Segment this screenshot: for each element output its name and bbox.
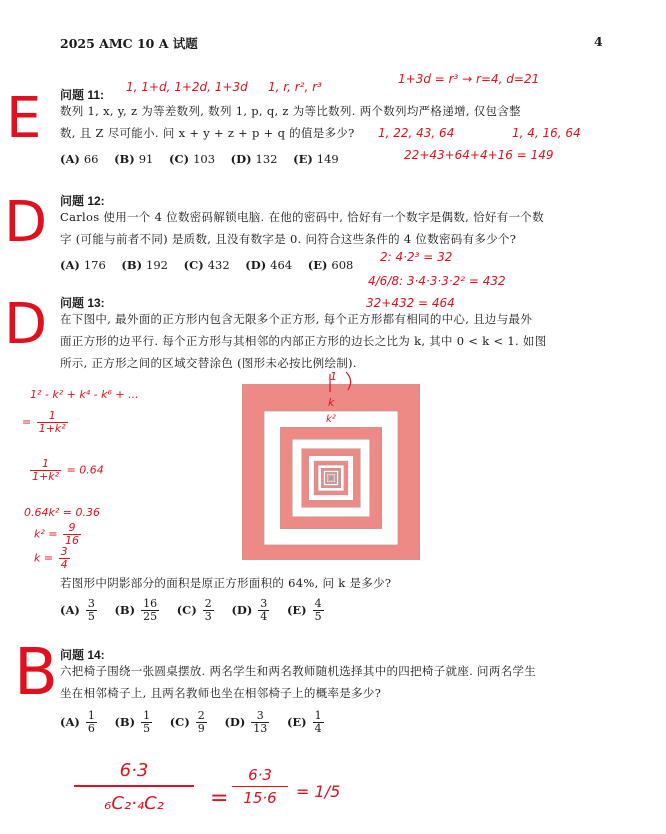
q14-line2: 坐在相邻椅子上, 且两名教师也坐在相邻椅子上的概率是多少? [60, 686, 382, 700]
q14-equals-sign: = [210, 786, 229, 811]
q12-title: 问题 12: [60, 194, 105, 208]
q14-choice-a[interactable]: (A) $\frac{1}{6}$ [60, 709, 95, 735]
q11-choice-b[interactable]: (B) 91 [114, 152, 154, 166]
q11-note-seq2: 1, 4, 16, 64 [512, 126, 581, 140]
q13-question: 若图形中阴影部分的面积是原正方形面积的 64%, 问 k 是多少? [60, 576, 392, 590]
q11-line2: 数, 且 Z 尽可能小. 问 x + y + z + p + q 的值是多少? [60, 126, 355, 140]
q14-line1: 六把椅子围绕一张圆桌摆放. 两名学生和两名教师随机选择其中的四把椅子就座. 问两名学生 [60, 664, 537, 678]
q13-choice-a[interactable]: (A) $\frac{3}{5}$ [60, 597, 95, 623]
q13-line1: 在下图中, 最外面的正方形内包含无限多个正方形, 每个正方形都有相同的中心, 且边与最外 [60, 312, 533, 326]
q11-choice-c[interactable]: (C) 103 [169, 152, 216, 166]
q12-choice-d[interactable]: (D) 464 [245, 258, 293, 272]
q14-choice-e[interactable]: (E) $\frac{1}{4}$ [286, 709, 322, 735]
q12-choice-c[interactable]: (C) 432 [183, 258, 230, 272]
q12-choices [60, 258, 365, 272]
q12-choice-e[interactable]: (E) 608 [307, 258, 354, 272]
q14-note-probability: 6·3 ₆C₂·₄C₂ [74, 760, 194, 814]
q11-note-sum: 22+43+64+4+16 = 149 [404, 148, 554, 162]
q14-note-simplify: 6·3 15·6 [232, 766, 288, 807]
q13-title: 问题 13: [60, 296, 105, 310]
q13-line2: 面正方形的边平行. 每个正方形与其相邻的内部正方形的边长之比为 k, 其中 0 < k < 1. 如图 [60, 334, 547, 348]
q13-note-side-k2: k² [326, 414, 336, 425]
q11-choice-e[interactable]: (E) 149 [293, 152, 339, 166]
q13-choice-b[interactable]: (B) $\frac{16}{25}$ [114, 597, 158, 623]
q12-note-even2: 2: 4·2³ = 32 [380, 250, 453, 264]
nested-square-18 [330, 477, 331, 478]
q13-handwritten-answer: D [4, 292, 48, 357]
page-number: 4 [594, 34, 603, 49]
q11-choice-d[interactable]: (D) 132 [230, 152, 278, 166]
q14-title: 问题 14: [60, 648, 105, 662]
q11-title: 问题 11: [60, 88, 105, 102]
q14-choice-d[interactable]: (D) $\frac{3}{13}$ [224, 709, 268, 735]
q13-note-k-value: k = $\frac{3}{4}$ [34, 545, 68, 571]
q12-note-sum: 32+432 = 464 [366, 296, 455, 310]
q13-note-side-1: 1 [330, 370, 337, 383]
q11-handwritten-answer: E [6, 86, 42, 151]
q13-line3: 所示, 正方形之间的区域交替涂色 (图形未必按比例绘制). [60, 356, 357, 370]
q13-body [60, 308, 620, 374]
q13-choice-e[interactable]: (E) $\frac{4}{5}$ [286, 597, 322, 623]
q14-choice-b[interactable]: (B) $\frac{1}{5}$ [114, 709, 151, 735]
q14-body [60, 660, 620, 704]
q12-note-even468: 4/6/8: 3·4·3·3·2² = 432 [368, 274, 506, 288]
q13-note-k-square: k² = $\frac{9}{16}$ [34, 521, 79, 547]
q11-line1: 数列 1, x, y, z 为等差数列, 数列 1, p, q, z 为等比数列. 两个数列均严格递增, 仅包含整 [60, 104, 521, 118]
page-header-title: 2025 AMC 10 A 试题 [60, 36, 198, 51]
q14-choice-c[interactable]: (C) $\frac{2}{9}$ [169, 709, 205, 735]
q13-choice-c[interactable]: (C) $\frac{2}{3}$ [176, 597, 212, 623]
q13-note-sum-formula: = $\frac{1}{\text{1+k²}}$ [22, 409, 66, 435]
q12-body [60, 206, 620, 250]
q12-choice-a[interactable]: (A) 176 [60, 258, 106, 272]
q11-note-seq1: 1, 22, 43, 64 [378, 126, 455, 140]
q14-note-result: = 1/5 [296, 782, 341, 801]
q12-line1: Carlos 使用一个 4 位数密码解锁电脑. 在他的密码中, 恰好有一个数字是偶数, 恰好有一个数 [60, 210, 544, 224]
q11-note-geometric: 1, r, r², r³ [268, 80, 322, 94]
q13-side-arrows [318, 370, 358, 420]
q13-note-series: 1² - k² + k⁴ - k⁶ + ... [30, 388, 139, 401]
q11-note-arithmetic: 1, 1+d, 1+2d, 1+3d [126, 80, 248, 94]
q11-choice-a[interactable]: (A) 66 [60, 152, 99, 166]
q12-choice-b[interactable]: (B) 192 [121, 258, 168, 272]
q13-choice-d[interactable]: (D) $\frac{3}{4}$ [231, 597, 268, 623]
q13-note-side-k: k [328, 396, 335, 409]
q13-note-equation: $\frac{1}{\text{1+k²}}$ = 0.64 [32, 457, 104, 483]
q13-note-k-square-eq: 0.64k² = 0.36 [24, 506, 100, 519]
q14-handwritten-answer: B [14, 636, 58, 710]
q14-choices [60, 710, 338, 735]
q12-handwritten-answer: D [4, 190, 48, 255]
q11-note-solve: 1+3d = r³ → r=4, d=21 [398, 72, 540, 86]
q13-choices [60, 598, 338, 623]
q12-line2: 字 (可能与前者不同) 是质数, 且没有数字是 0. 问符合这些条件的 4 位数密码有多少个? [60, 232, 517, 246]
q11-choices [60, 152, 351, 166]
